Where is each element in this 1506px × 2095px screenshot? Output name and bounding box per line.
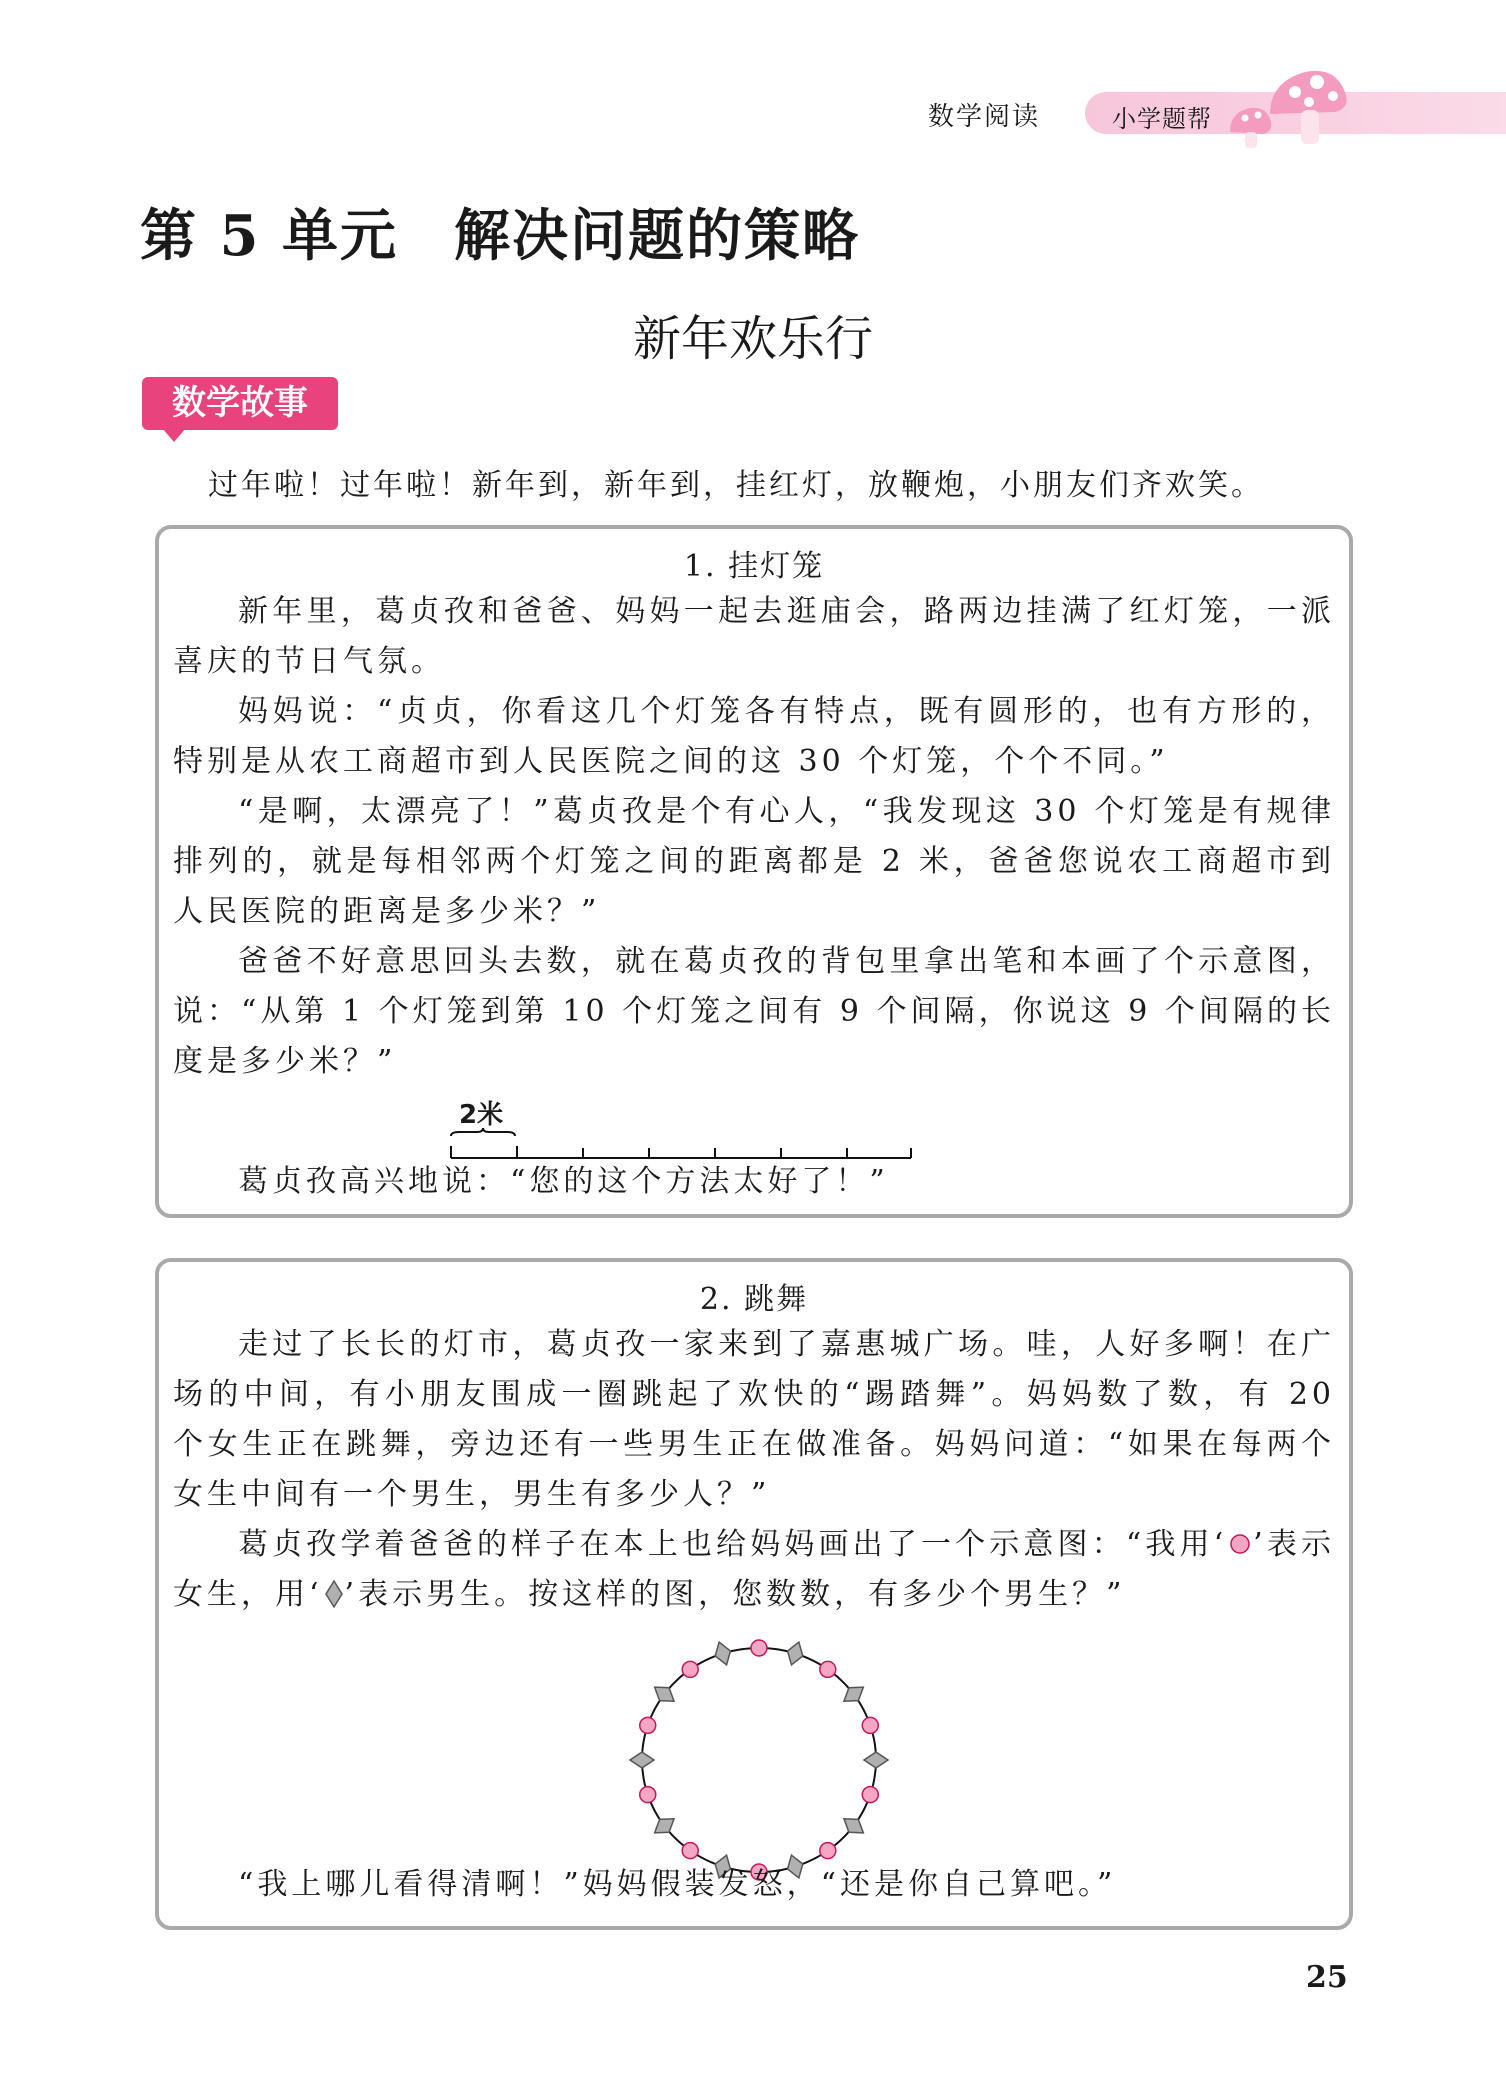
legend-text-1: 葛贞孜学着爸爸的样子在本上也给妈妈画出了一个示意图：“我用‘: [238, 1527, 1228, 1562]
girl-marker: [682, 1661, 698, 1677]
boy-marker: [650, 1812, 679, 1839]
page-number: 25: [1306, 1960, 1348, 1995]
section-tag: 数学故事: [142, 377, 338, 430]
intro-text: 过年啦！过年啦！新年到，新年到，挂红灯，放鞭炮，小朋友们齐欢笑。: [208, 468, 1264, 503]
girl-circle-icon: [1227, 1531, 1253, 1557]
unit-number: 第 5 单元: [140, 203, 398, 269]
section-title: 1. 挂灯笼: [683, 549, 825, 584]
paragraph: 葛贞孜高兴地说：“您的这个方法太好了！”: [238, 1164, 889, 1199]
girl-marker: [751, 1640, 767, 1656]
girl-marker: [640, 1787, 656, 1803]
boy-diamond-icon: [323, 1579, 345, 1609]
girl-marker: [640, 1717, 656, 1733]
story-box-lanterns: [155, 525, 1353, 1218]
boy-marker: [784, 1640, 807, 1668]
girl-marker: [862, 1717, 878, 1733]
legend-text-2: ’表示女生，用‘: [173, 1527, 1335, 1612]
girl-marker: [862, 1787, 878, 1803]
paragraph: “我上哪儿看得清啊！”妈妈假装发怒，“还是你自己算吧。”: [238, 1867, 1117, 1902]
mushroom-icon: [1225, 52, 1365, 152]
dance-circle-diagram: [629, 1632, 889, 1882]
legend-text-3: ’表示男生。按这样的图，您数数，有多少个男生？”: [344, 1577, 1126, 1612]
paragraph: “是啊，太漂亮了！”葛贞孜是个有心人，“我发现这 30 个灯笼是有规律排列的，就是每相邻两个灯笼之间的距离都是 2 米，爸爸您说农工商超市到人民医院的距离是多少米？”: [173, 794, 1335, 929]
section-tag-tail: [162, 428, 186, 442]
unit-title: [140, 192, 860, 272]
boy-marker: [630, 1752, 654, 1768]
paragraph: 爸爸不好意思回头去数，就在葛贞孜的背包里拿出笔和本画了个示意图，说：“从第 1 个灯笼到第 10 个灯笼之间有 9 个间隔，你说这 9 个间隔的长度是多少米？”: [173, 944, 1335, 1079]
boy-marker: [839, 1681, 868, 1708]
girl-marker: [820, 1843, 836, 1859]
paragraph-legend: [173, 1520, 1335, 1620]
boy-marker: [712, 1640, 735, 1668]
header-book-title: 数学阅读: [928, 102, 1041, 132]
story-box-dance: [155, 1258, 1353, 1930]
paragraph: 新年里，葛贞孜和爸爸、妈妈一起去逛庙会，路两边挂满了红灯笼，一派喜庆的节日气氛。: [173, 594, 1335, 679]
paragraph: 走过了长长的灯市，葛贞孜一家来到了嘉惠城广场。哇，人好多啊！在广场的中间，有小朋友围成一圈跳起了欢快的“踢踏舞”。妈妈数了数，有 20 个女生正在跳舞，旁边还有一些男生正在做准备。妈妈问道：“如果在每两个女生中间有一个男生，男生有多少人？”: [173, 1327, 1335, 1512]
girl-marker: [682, 1843, 698, 1859]
story-title: 新年欢乐行: [632, 311, 873, 367]
interval-label: 2米: [459, 1100, 504, 1130]
paragraph: 妈妈说：“贞贞，你看这几个灯笼各有特点，既有圆形的，也有方形的，特别是从农工商超市到人民医院之间的这 30 个灯笼，个个不同。”: [173, 694, 1335, 779]
boy-marker: [650, 1681, 679, 1708]
unit-topic: 解决问题的策略: [453, 203, 860, 269]
header-series-title: 小学题帮: [1112, 105, 1212, 133]
boy-marker: [864, 1752, 888, 1768]
boy-marker: [839, 1812, 868, 1839]
section-title: 2. 跳舞: [699, 1282, 809, 1317]
girl-marker: [820, 1661, 836, 1677]
